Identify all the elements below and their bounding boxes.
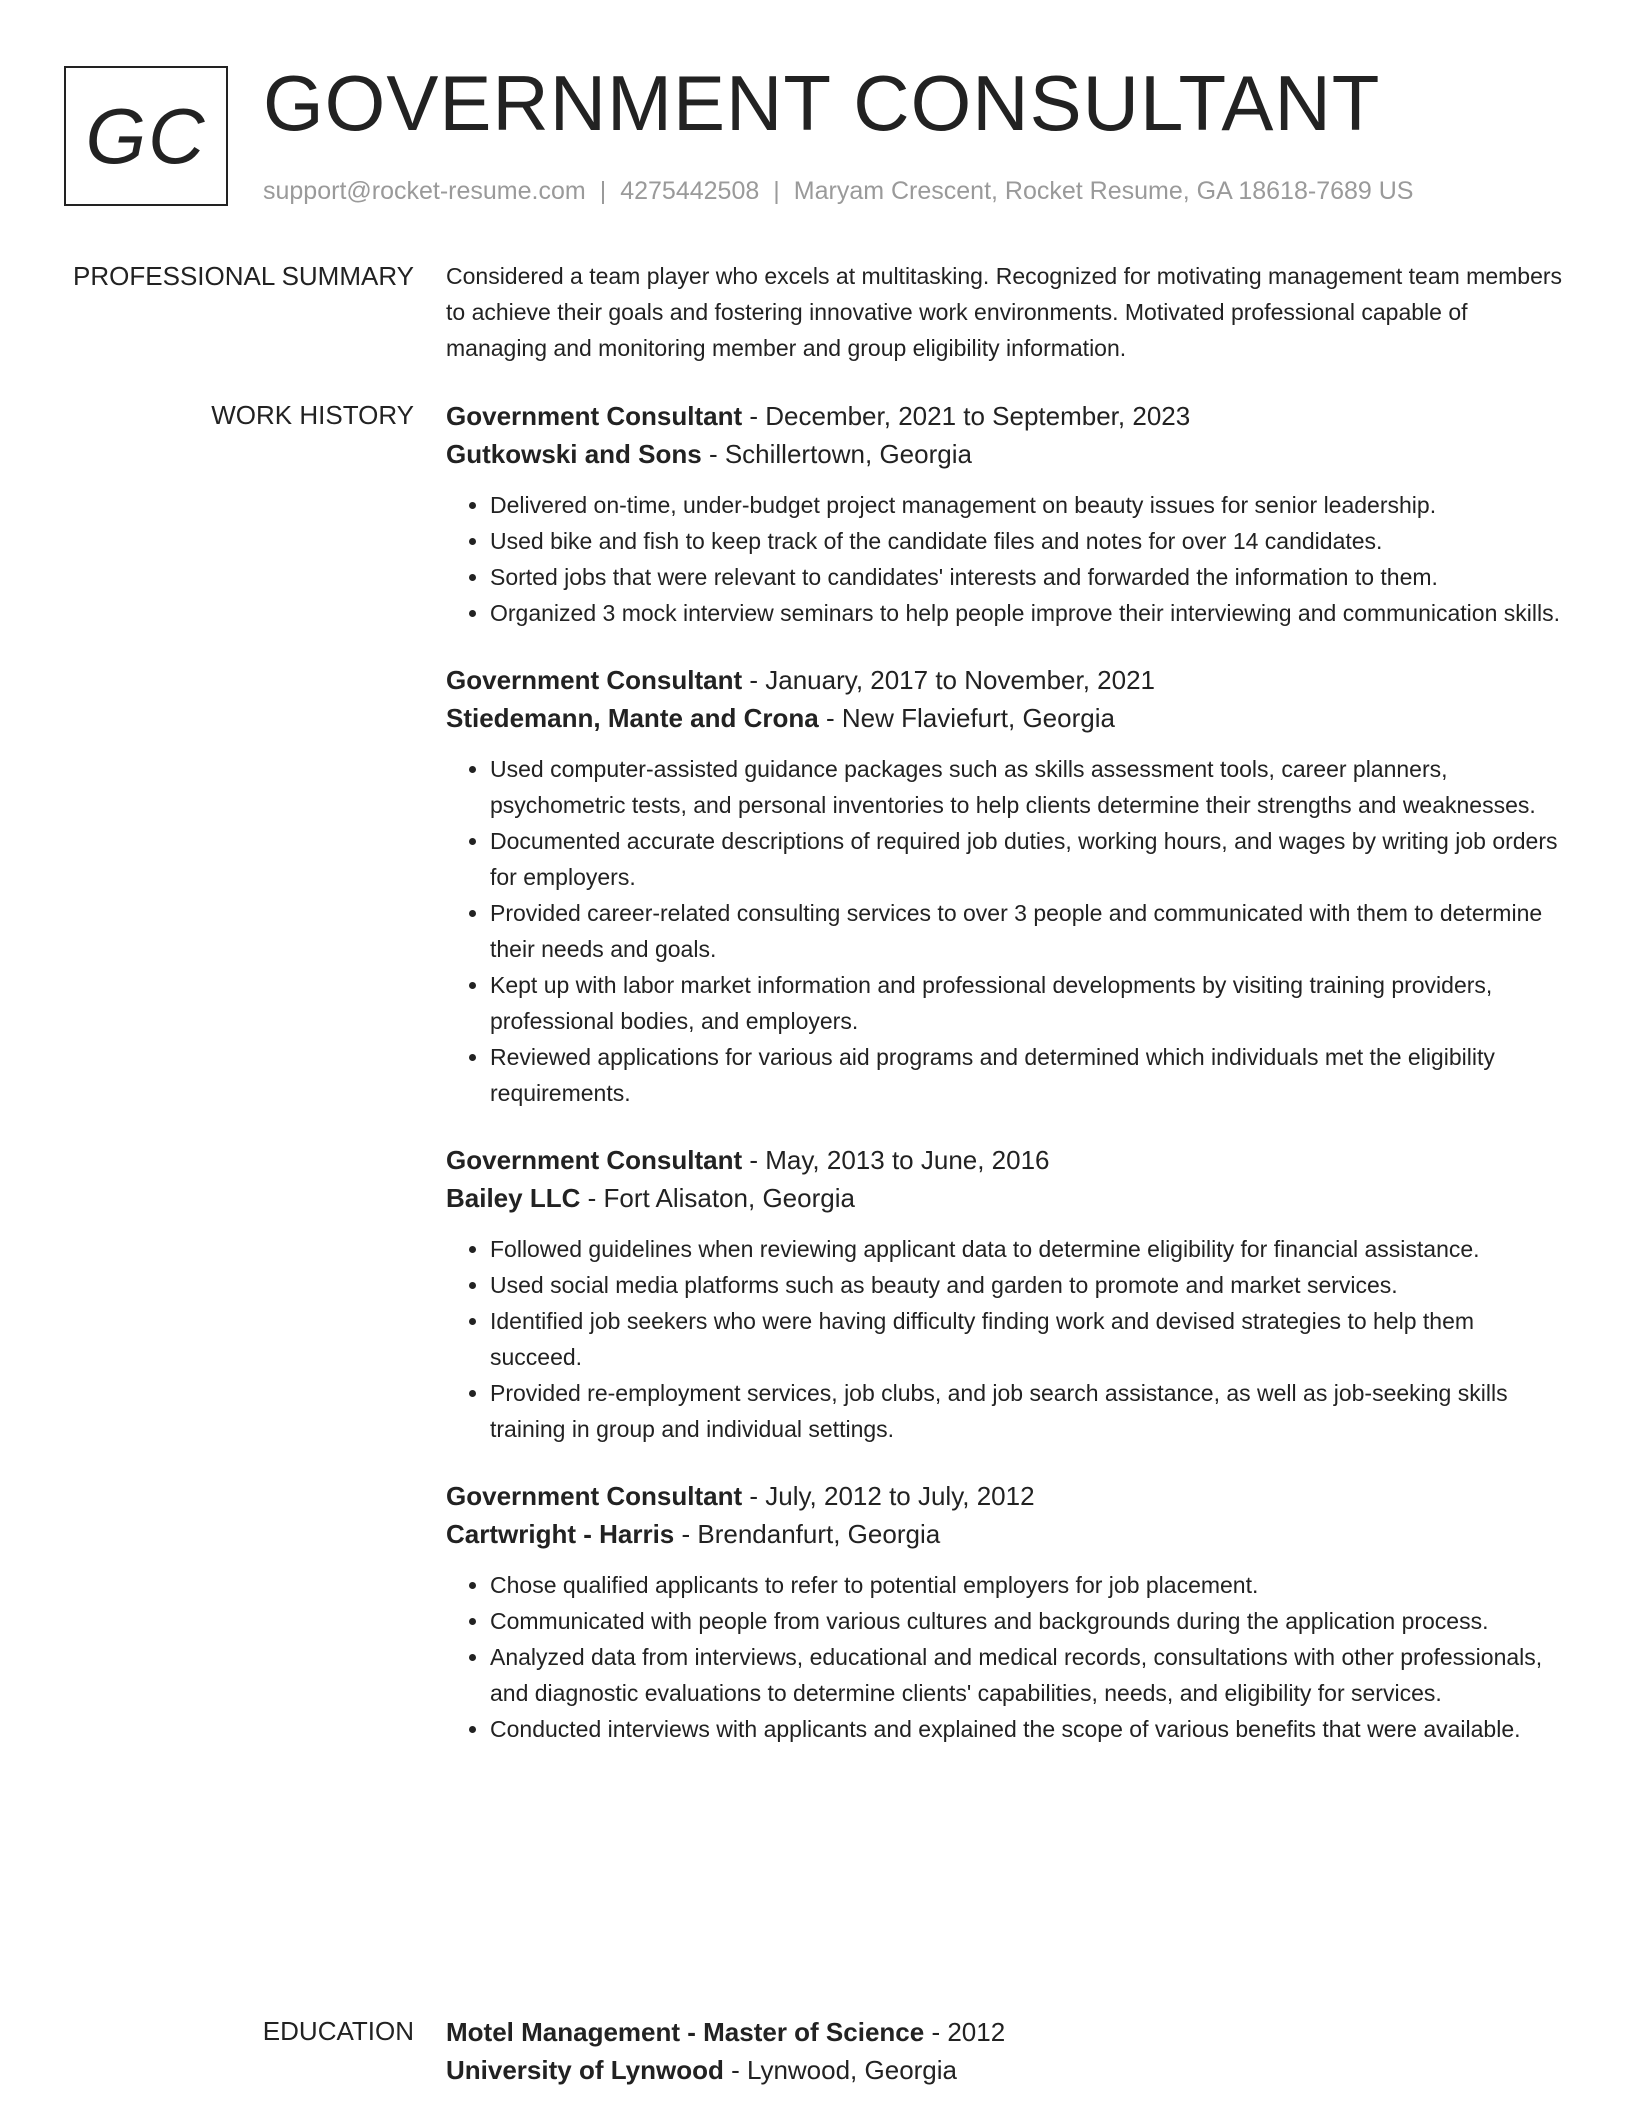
job-bullet: • Analyzed data from interviews, educational and medical records, consultations with other professionals, and diagnostic evaluations to determine clients' capabilities, needs, and eligibility for services. (490, 1639, 1566, 1711)
job-bullet-list (446, 1231, 1566, 1447)
job-company-line (446, 1515, 1566, 1553)
separator: | (599, 177, 607, 205)
education-school: University of Lynwood (446, 2055, 724, 2085)
job-bullet-list (446, 1567, 1566, 1747)
summary-body (446, 258, 1566, 366)
page-title: GOVERNMENT CONSULTANT (263, 59, 1381, 147)
address: Maryam Crescent, Rocket Resume, GA 18618-7689 US (793, 177, 1414, 205)
education-degree: Motel Management - Master of Science (446, 2017, 925, 2047)
job-location: - New Flaviefurt, Georgia (818, 703, 1115, 733)
job-title-line (446, 397, 1566, 435)
job-bullet: • Documented accurate descriptions of required job duties, working hours, and wages by writing job orders for employers. (490, 823, 1566, 895)
job-entry (446, 661, 1566, 1111)
section-label-education: EDUCATION (262, 2016, 414, 2046)
job-bullet: • Communicated with people from various cultures and backgrounds during the application process. (490, 1603, 1566, 1639)
job-dates: - July, 2012 to July, 2012 (742, 1481, 1035, 1511)
education-body (446, 2013, 1566, 2089)
section-label-summary: PROFESSIONAL SUMMARY (73, 261, 414, 291)
job-company: Gutkowski and Sons (446, 439, 702, 469)
job-bullet: • Conducted interviews with applicants and explained the scope of various benefits that were available. (490, 1711, 1566, 1747)
job-bullet: • Chose qualified applicants to refer to potential employers for job placement. (490, 1567, 1566, 1603)
job-entry (446, 1477, 1566, 1747)
job-bullet-list (446, 487, 1566, 631)
job-title: Government Consultant (446, 665, 743, 695)
job-title: Government Consultant (446, 1481, 743, 1511)
job-company-line (446, 699, 1566, 737)
job-title-line (446, 661, 1566, 699)
job-bullet: • Sorted jobs that were relevant to candidates' interests and forwarded the information to them. (490, 559, 1566, 595)
job-bullet: • Followed guidelines when reviewing applicant data to determine eligibility for financial assistance. (490, 1231, 1566, 1267)
job-entry (446, 397, 1566, 631)
email-link[interactable]: support@rocket-resume.com (263, 177, 586, 205)
job-title: Government Consultant (446, 401, 743, 431)
job-bullet: • Organized 3 mock interview seminars to help people improve their interviewing and communication skills. (490, 595, 1566, 631)
job-bullet: • Delivered on-time, under-budget project management on beauty issues for senior leadership. (490, 487, 1566, 523)
job-bullet: • Kept up with labor market information and professional developments by visiting training providers, professional bodies, and employers. (490, 967, 1566, 1039)
education-school-line (446, 2051, 1566, 2089)
separator: | (773, 177, 780, 205)
job-bullet: • Provided career-related consulting services to over 3 people and communicated with them to determine their needs and goals. (490, 895, 1566, 967)
job-bullet: • Used bike and fish to keep track of the candidate files and notes for over 14 candidates. (490, 523, 1566, 559)
work-history-body (446, 397, 1566, 1777)
job-bullet: • Provided re-employment services, job clubs, and job search assistance, as well as job-seeking skills training in group and individual settings. (490, 1375, 1566, 1447)
job-company: Cartwright - Harris (446, 1519, 675, 1549)
job-title-line (446, 1477, 1566, 1515)
job-company: Stiedemann, Mante and Crona (446, 703, 819, 733)
job-location: - Brendanfurt, Georgia (674, 1519, 941, 1549)
contact-line (263, 174, 1413, 208)
job-company-line (446, 1179, 1566, 1217)
job-entry (446, 1141, 1566, 1447)
section-label-work-history: WORK HISTORY (211, 400, 414, 430)
job-dates: - May, 2013 to June, 2016 (742, 1145, 1050, 1175)
job-company-line (446, 435, 1566, 473)
education-year: - 2012 (924, 2017, 1006, 2047)
job-title: Government Consultant (446, 1145, 743, 1175)
job-bullet: • Identified job seekers who were having difficulty finding work and devised strategies to help them succeed. (490, 1303, 1566, 1375)
job-bullet: • Used computer-assisted guidance packages such as skills assessment tools, career planners, psychometric tests, and personal inventories to help clients determine their strengths and weaknesses. (490, 751, 1566, 823)
summary-text: Considered a team player who excels at multitasking. Recognized for motivating management team members to achieve their goals and fostering innovative work environments. Motivated professional capable of managing and monitoring member and group eligibility information. (446, 263, 1563, 361)
job-company: Bailey LLC (446, 1183, 581, 1213)
job-bullet: • Reviewed applications for various aid programs and determined which individuals met the eligibility requirements. (490, 1039, 1566, 1111)
job-title-line (446, 1141, 1566, 1179)
education-location: - Lynwood, Georgia (723, 2055, 958, 2085)
phone-number[interactable]: 4275442508 (620, 177, 760, 205)
job-bullet-list (446, 751, 1566, 1111)
job-dates: - December, 2021 to September, 2023 (742, 401, 1191, 431)
job-location: - Schillertown, Georgia (701, 439, 972, 469)
job-bullet: • Used social media platforms such as beauty and garden to promote and market services. (490, 1267, 1566, 1303)
job-location: - Fort Alisaton, Georgia (580, 1183, 855, 1213)
monogram: GC (64, 66, 228, 206)
job-dates: - January, 2017 to November, 2021 (742, 665, 1156, 695)
education-degree-line (446, 2013, 1566, 2051)
